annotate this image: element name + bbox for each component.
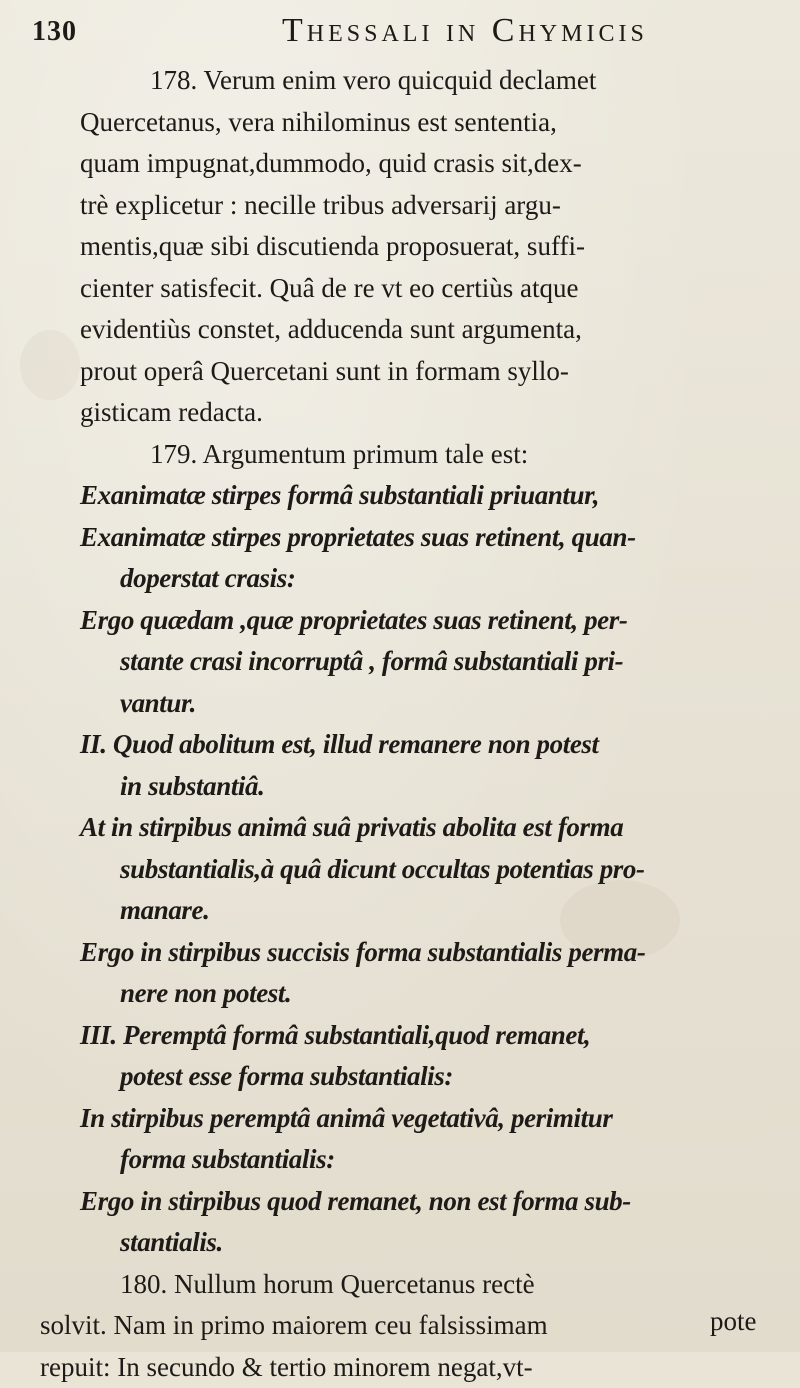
text-line: II. Quod abolitum est, illud remanere non potest	[40, 724, 785, 766]
text-line: stante crasi incorruptâ , formâ substantiali pri-	[40, 641, 785, 683]
running-head: Thessali in Chymicis	[282, 12, 648, 50]
text-line: gisticam redacta.	[40, 392, 785, 434]
text-line: solvit. Nam in primo maiorem ceu falsissimam	[40, 1305, 785, 1347]
text-line: trè explicetur : necille tribus adversarij argu-	[40, 185, 785, 227]
text-line: evidentiùs constet, adducenda sunt argumenta,	[40, 309, 785, 351]
text-line: 178. Verum enim vero quicquid declamet	[40, 60, 785, 102]
text-line: quam impugnat,dummodo, quid crasis sit,dex-	[40, 143, 785, 185]
text-line: Ergo in stirpibus succisis forma substantialis perma-	[40, 932, 785, 974]
text-line: vantur.	[40, 683, 785, 725]
text-line: III. Peremptâ formâ substantiali,quod remanet,	[40, 1015, 785, 1057]
page-header	[32, 12, 780, 56]
text-line: substantialis,à quâ dicunt occultas potentias pro-	[40, 849, 785, 891]
text-line: nere non potest.	[40, 973, 785, 1015]
text-line: repuit: In secundo & tertio minorem negat,vt-	[40, 1347, 785, 1388]
text-line: manare.	[40, 890, 785, 932]
text-line: Ergo quædam ,quæ proprietates suas retinent, per-	[40, 600, 785, 642]
text-line: forma substantialis:	[40, 1139, 785, 1181]
text-line: cienter satisfecit. Quâ de re vt eo certiùs atque	[40, 268, 785, 310]
text-line: Ergo in stirpibus quod remanet, non est forma sub-	[40, 1181, 785, 1223]
text-line: mentis,quæ sibi discutienda proposuerat, suffi-	[40, 226, 785, 268]
text-line: prout operâ Quercetani sunt in formam syllo-	[40, 351, 785, 393]
text-line: In stirpibus peremptâ animâ vegetativâ, perimitur	[40, 1098, 785, 1140]
text-line: Quercetanus, vera nihilominus est sententia,	[40, 102, 785, 144]
text-body	[40, 60, 785, 1388]
text-line: 180. Nullum horum Quercetanus rectè	[40, 1264, 785, 1306]
catchword: pote	[710, 1306, 757, 1337]
text-line: Exanimatæ stirpes formâ substantiali priuantur,	[40, 475, 785, 517]
text-line: stantialis.	[40, 1222, 785, 1264]
text-line: 179. Argumentum primum tale est:	[40, 434, 785, 476]
text-line: potest esse forma substantialis:	[40, 1056, 785, 1098]
text-line: At in stirpibus animâ suâ privatis abolita est forma	[40, 807, 785, 849]
text-line: in substantiâ.	[40, 766, 785, 808]
text-line: Exanimatæ stirpes proprietates suas retinent, quan-	[40, 517, 785, 559]
text-line: doperstat crasis:	[40, 558, 785, 600]
page-number: 130	[32, 16, 77, 48]
